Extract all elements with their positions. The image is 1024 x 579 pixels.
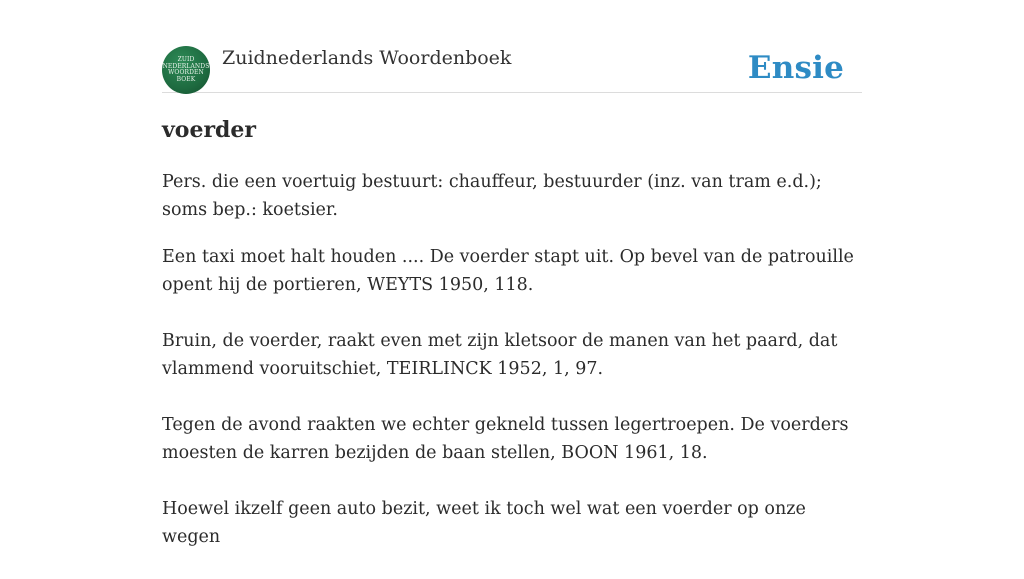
dictionary-title-link[interactable]: Zuidnederlands Woordenboek [222, 47, 512, 69]
example-quote: Tegen de avond raakten we echter gekneld tussen legertroepen. De voerders moesten de karren bezijden de baan stellen, BOON 1961, 18. [162, 415, 849, 463]
zuidnederlands-woordenboek-logo[interactable] [162, 46, 210, 94]
example-quote: Een taxi moet halt houden .... De voerder stapt uit. Op bevel van de patrouille opent hij de portieren, WEYTS 1950, 118. [162, 247, 854, 295]
logo-line: ZUID [177, 56, 195, 63]
logo-line: NEDERLANDS [162, 62, 210, 70]
example-quote: Bruin, de voerder, raakt even met zijn kletsoor de manen van het paard, dat vlammend vooruitschiet, TEIRLINCK 1952, 1, 97. [162, 331, 838, 379]
entry-content [162, 114, 862, 579]
logo-line: WOORDEN [168, 69, 204, 76]
headword: voerder [162, 117, 257, 143]
example-quote: Hoewel ikzelf geen auto bezit, weet ik toch wel wat een voerder op onze wegen [162, 499, 806, 547]
ensie-brand-logo[interactable]: Ensie [747, 50, 844, 86]
logo-line: BOEK [176, 75, 196, 83]
definition: Pers. die een voertuig bestuurt: chauffeur, bestuurder (inz. van tram e.d.); soms bep.: koetsier. [162, 172, 822, 220]
site-header [162, 44, 862, 93]
